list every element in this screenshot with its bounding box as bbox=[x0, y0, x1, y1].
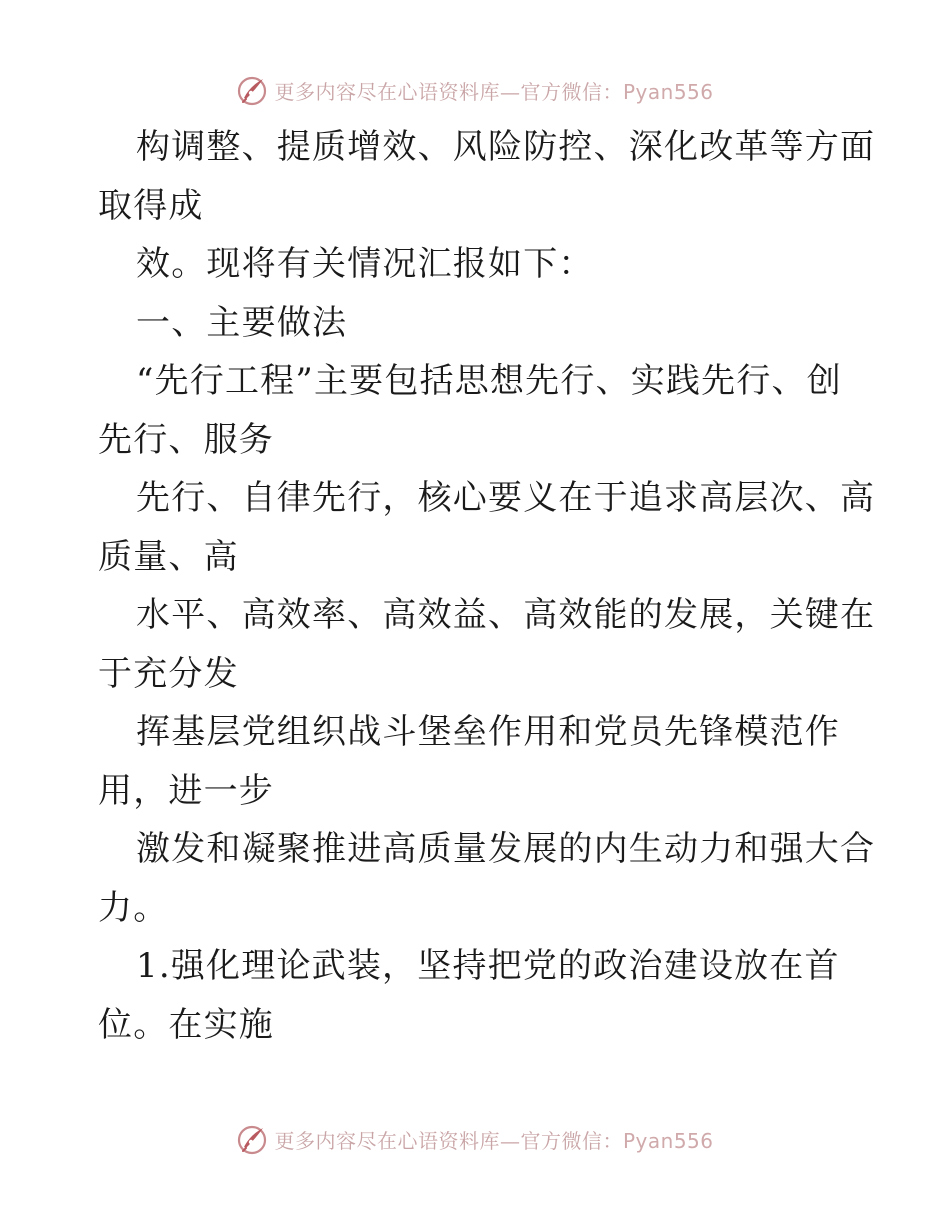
text-line: 挥基层党组织战斗堡垒作用和党员先锋模范作 bbox=[136, 712, 840, 752]
text-line: “先行工程”主要包括思想先行、实践先行、创 bbox=[136, 361, 842, 401]
document-body bbox=[0, 118, 950, 1054]
quill-pen-logo-icon bbox=[236, 74, 268, 106]
text-line: 激发和凝聚推进高质量发展的内生动力和强大合 bbox=[136, 829, 876, 869]
text-line: 效。现将有关情况汇报如下： bbox=[136, 244, 594, 284]
text-line: 一、主要做法 bbox=[136, 302, 348, 343]
watermark-wechat-id: Pyan556 bbox=[622, 79, 714, 104]
text-line: 位。在实施 bbox=[98, 1004, 274, 1045]
text-line: 于充分发 bbox=[98, 653, 239, 694]
text-line: 用，进一步 bbox=[98, 770, 274, 811]
text-line: 先行、服务 bbox=[98, 419, 274, 460]
header-watermark bbox=[0, 70, 950, 110]
quill-pen-logo-icon bbox=[236, 1123, 268, 1155]
watermark-text: 更多内容尽在心语资料库—官方微信： bbox=[274, 79, 623, 104]
watermark-wechat-id: Pyan556 bbox=[622, 1128, 714, 1153]
watermark-text: 更多内容尽在心语资料库—官方微信： bbox=[274, 1128, 623, 1153]
text-line: 先行、自律先行，核心要义在于追求高层次、高 bbox=[136, 478, 876, 518]
text-line: 取得成 bbox=[98, 185, 204, 226]
text-line: 1.强化理论武装，坚持把党的政治建设放在首 bbox=[136, 946, 840, 986]
footer-watermark bbox=[0, 1119, 950, 1159]
text-line: 质量、高 bbox=[98, 536, 239, 577]
text-line: 水平、高效率、高效益、高效能的发展，关键在 bbox=[136, 595, 876, 635]
text-line: 力。 bbox=[98, 887, 169, 928]
text-line: 构调整、提质增效、风险防控、深化改革等方面 bbox=[136, 127, 876, 167]
